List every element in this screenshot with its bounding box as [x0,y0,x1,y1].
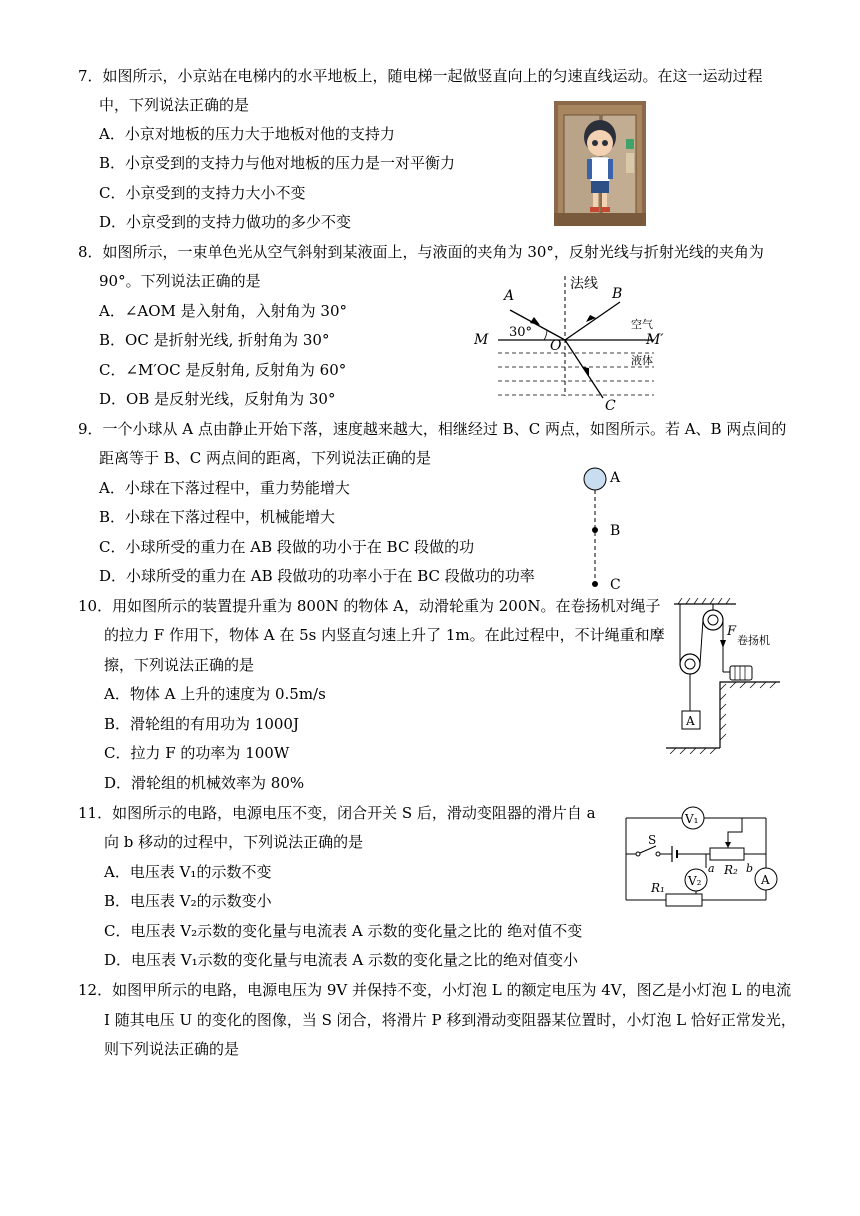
q11-stem-line2: 向 b 移动的过程中，下列说法正确的是 [104,833,364,851]
q12-stem-line2: I 随其电压 U 的变化的图像，当 S 闭合，将滑片 P 移到滑动变阻器某位置时，小灯泡 L 恰好正常发光， [104,1011,796,1029]
q7-option-b: B．小京受到的支持力与他对地板的压力是一对平衡力 [99,154,456,172]
point-c-label: C [605,398,616,414]
end-a-label: a [708,862,715,875]
point-m-prime-label: M′ [646,332,664,348]
end-b-label: b [746,862,754,875]
q12-stem-line1: 12．如图甲所示的电路，电源电压为 9V 并保持不变，小灯泡 L 的额定电压为 4V，图乙是小灯泡 L 的电流 [78,981,792,999]
q10-stem-line3: 擦，下列说法正确的是 [104,656,255,674]
q10-option-b: B．滑轮组的有用功为 1000J [104,715,299,733]
point-b-label: B [612,286,623,302]
q10-stem-line1: 10．用如图所示的装置提升重为 800N 的物体 A，动滑轮重为 200N。在卷扬机对绳子 [78,597,661,615]
winch-label: 卷扬机 [737,634,770,647]
switch-s-label: S [648,833,657,847]
normal-label: 法线 [570,276,598,292]
point-a-label: A [504,288,515,304]
falling-ball-figure [578,464,628,592]
force-f-label: F [727,624,737,639]
q10-option-d: D．滑轮组的机械效率为 80% [104,774,305,792]
q7-stem-line1: 7．如图所示，小京站在电梯内的水平地板上，随电梯一起做竖直向上的匀速直线运动。在这一运动过程 [78,67,763,85]
q11-option-a: A．电压表 V₁的示数不变 [104,863,272,881]
q10-stem-line2: 的拉力 F 作用下，物体 A 在 5s 内竖直匀速上升了 1m。在此过程中，不计绳重和摩 [104,626,665,644]
q8-option-c: C．∠M′OC 是反射角, 反射角为 60° [99,361,347,379]
block-a-label: A [686,714,695,728]
pulley-system-figure [666,598,786,754]
q9-option-a: A．小球在下落过程中，重力势能增大 [99,479,350,497]
q12-stem-line3: 则下列说法正确的是 [104,1040,240,1058]
r2-label: R₂ [724,863,738,877]
q7-stem-line2: 中，下列说法正确的是 [99,96,250,114]
q8-option-a: A．∠AOM 是入射角，入射角为 30° [99,302,348,320]
q11-option-d: D．电压表 V₁示数的变化量与电流表 A 示数的变化量之比的绝对值变小 [104,951,579,969]
q11-stem-line1: 11．如图所示的电路，电源电压不变，闭合开关 S 后，滑动变阻器的滑片自 a [78,804,596,822]
q10-option-c: C．拉力 F 的功率为 100W [104,744,290,762]
air-label: 空气 [631,318,653,331]
voltmeter-v1-label: V₁ [685,812,699,826]
q9-option-c: C．小球所受的重力在 AB 段做的功小于在 BC 段做的功 [99,538,475,556]
liquid-label: 液体 [631,354,653,367]
q11-option-b: B．电压表 V₂的示数变小 [104,892,272,910]
light-refraction-figure [468,272,668,414]
q8-option-b: B．OC 是折射光线, 折射角为 30° [99,331,330,349]
ball-point-b: B [610,523,621,539]
q8-stem-line1: 8．如图所示，一束单色光从空气斜射到某液面上，与液面的夹角为 30°，反射光线与折射光线的夹角为 [78,243,764,261]
q10-option-a: A．物体 A 上升的速度为 0.5m/s [104,685,326,703]
q9-option-d: D．小球所受的重力在 AB 段做功的功率小于在 BC 段做功的功率 [99,567,535,585]
q8-option-d: D．OB 是反射光线，反射角为 30° [99,390,336,408]
q9-stem-line1: 9．一个小球从 A 点由静止开始下落，速度越来越大，相继经过 B、C 两点，如图所示。若 A、B 两点间的 [78,420,787,438]
voltmeter-v2-label: V₂ [688,874,702,888]
q9-option-b: B．小球在下落过程中，机械能增大 [99,508,336,526]
ammeter-label: A [761,873,770,887]
q8-stem-line2: 90°。下列说法正确的是 [99,272,261,290]
elevator-boy-illustration [554,101,646,226]
circuit-diagram-figure [618,804,782,912]
q7-option-a: A．小京对地板的压力大于地板对他的支持力 [99,125,395,143]
ball-point-a: A [610,470,621,486]
q11-option-c: C．电压表 V₂示数的变化量与电流表 A 示数的变化量之比的 绝对值不变 [104,922,583,940]
q9-stem-line2: 距离等于 B、C 两点间的距离，下列说法正确的是 [99,449,432,467]
q7-option-d: D．小京受到的支持力做功的多少不变 [99,213,352,231]
q7-option-c: C．小京受到的支持力大小不变 [99,184,306,202]
point-o-label: O [550,338,562,354]
ball-point-c: C [610,577,621,592]
angle-label: 30° [509,325,533,340]
point-m-label: M [474,332,489,348]
r1-label: R₁ [651,881,665,895]
